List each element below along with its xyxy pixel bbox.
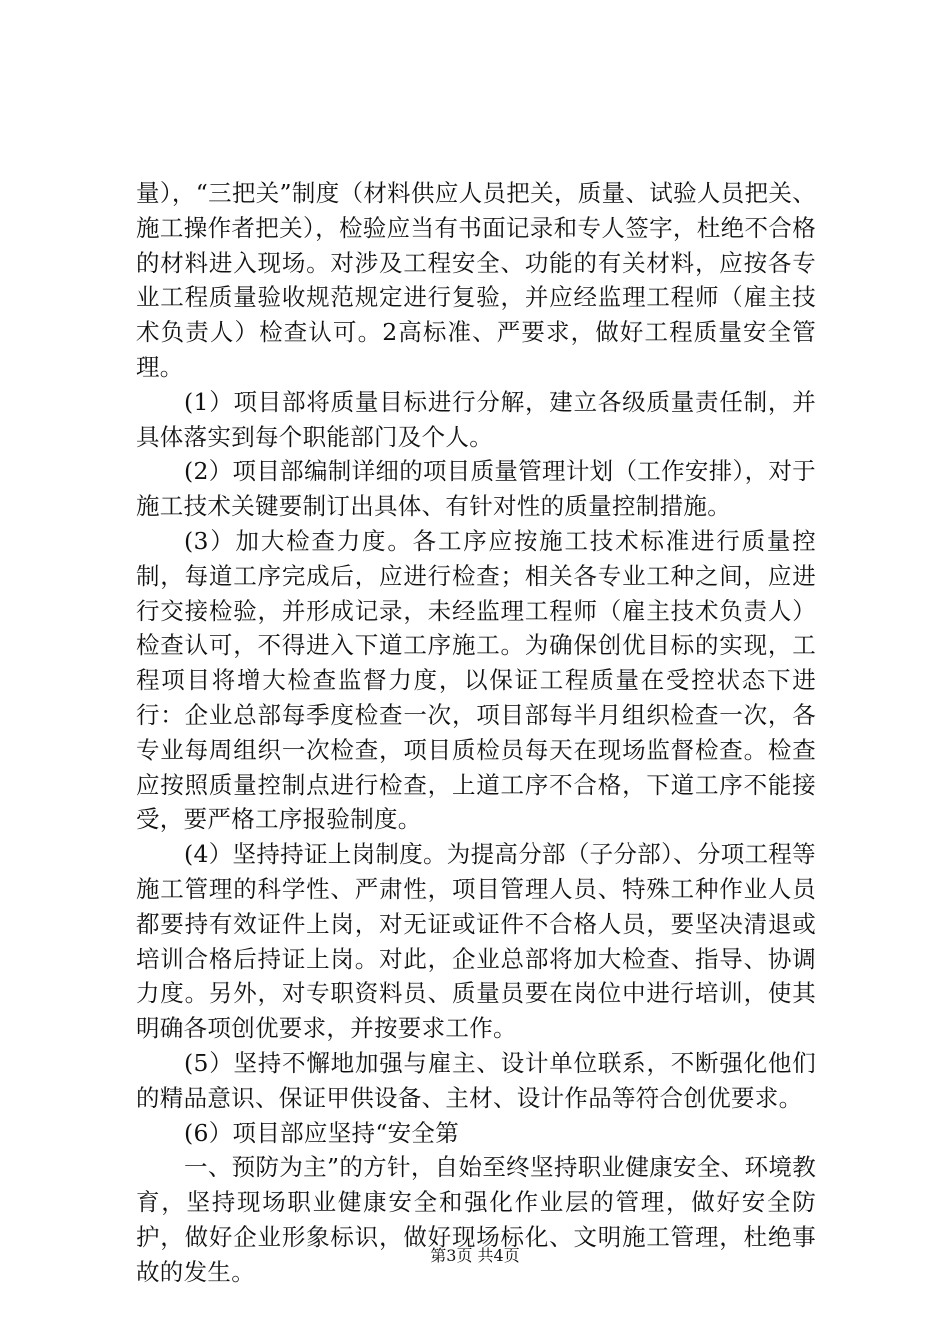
body-paragraph-item-3: (3）加大检查力度。各工序应按施工技术标准进行质量控制，每道工序完成后，应进行检查；相关各专业工种之间，应进行交接检验，并形成记录，未经监理工程师（雇主技术负责人）检查认可，不得进入下道工序施工。为确保创优目标的实现，工程项目将增大检查监督力度，以保证工程质量在受控状态下进行：企业总部每季度检查一次，项目部每半月组织检查一次，各专业每周组织一次检查，项目质检员每天在现场监督检查。检查应按照质量控制点进行检查，上道工序不合格，下道工序不能接受，要严格工序报验制度。: [136, 526, 816, 834]
body-paragraph-item-6-continued: 一、预防为主”的方针，自始至终坚持职业健康安全、环境教育，坚持现场职业健康安全和强化作业层的管理，做好安全防护，做好企业形象标识，做好现场标化、文明施工管理，杜绝事故的发生。: [136, 1153, 816, 1286]
body-paragraph-item-4: (4）坚持持证上岗制度。为提高分部（子分部）、分项工程等施工管理的科学性、严肃性，项目管理人员、特殊工种作业人员都要持有效证件上岗，对无证或证件不合格人员，要坚决清退或培训合格后持证上岗。对此，企业总部将加大检查、指导、协调力度。另外，对专职资料员、质量员要在岗位中进行培训，使其明确各项创优要求，并按要求工作。: [136, 840, 816, 1043]
body-paragraph-item-5: (5）坚持不懈地加强与雇主、设计单位联系，不断强化他们的精品意识、保证甲供设备、主材、设计作品等符合创优要求。: [136, 1048, 816, 1112]
document-body: [136, 176, 816, 1290]
body-paragraph-item-6: (6）项目部应坚持“安全第: [184, 1118, 460, 1147]
body-paragraph-item-1: (1）项目部将质量目标进行分解，建立各级质量责任制，并具体落实到每个职能部门及个人。: [136, 387, 816, 451]
page-number-footer: 第3页 共4页: [430, 1246, 520, 1265]
body-paragraph-item-2: (2）项目部编制详细的项目质量管理计划（工作安排），对于施工技术关键要制订出具体、有针对性的质量控制措施。: [136, 457, 816, 521]
body-paragraph-continuation: 量），“三把关”制度（材料供应人员把关，质量、试验人员把关、施工操作者把关），检验应当有书面记录和专人签字，杜绝不合格的材料进入现场。对涉及工程安全、功能的有关材料，应按各专业工程质量验收规范规定进行复验，并应经监理工程师（雇主技术负责人）检查认可。2高标准、严要求，做好工程质量安全管理。: [136, 179, 816, 381]
